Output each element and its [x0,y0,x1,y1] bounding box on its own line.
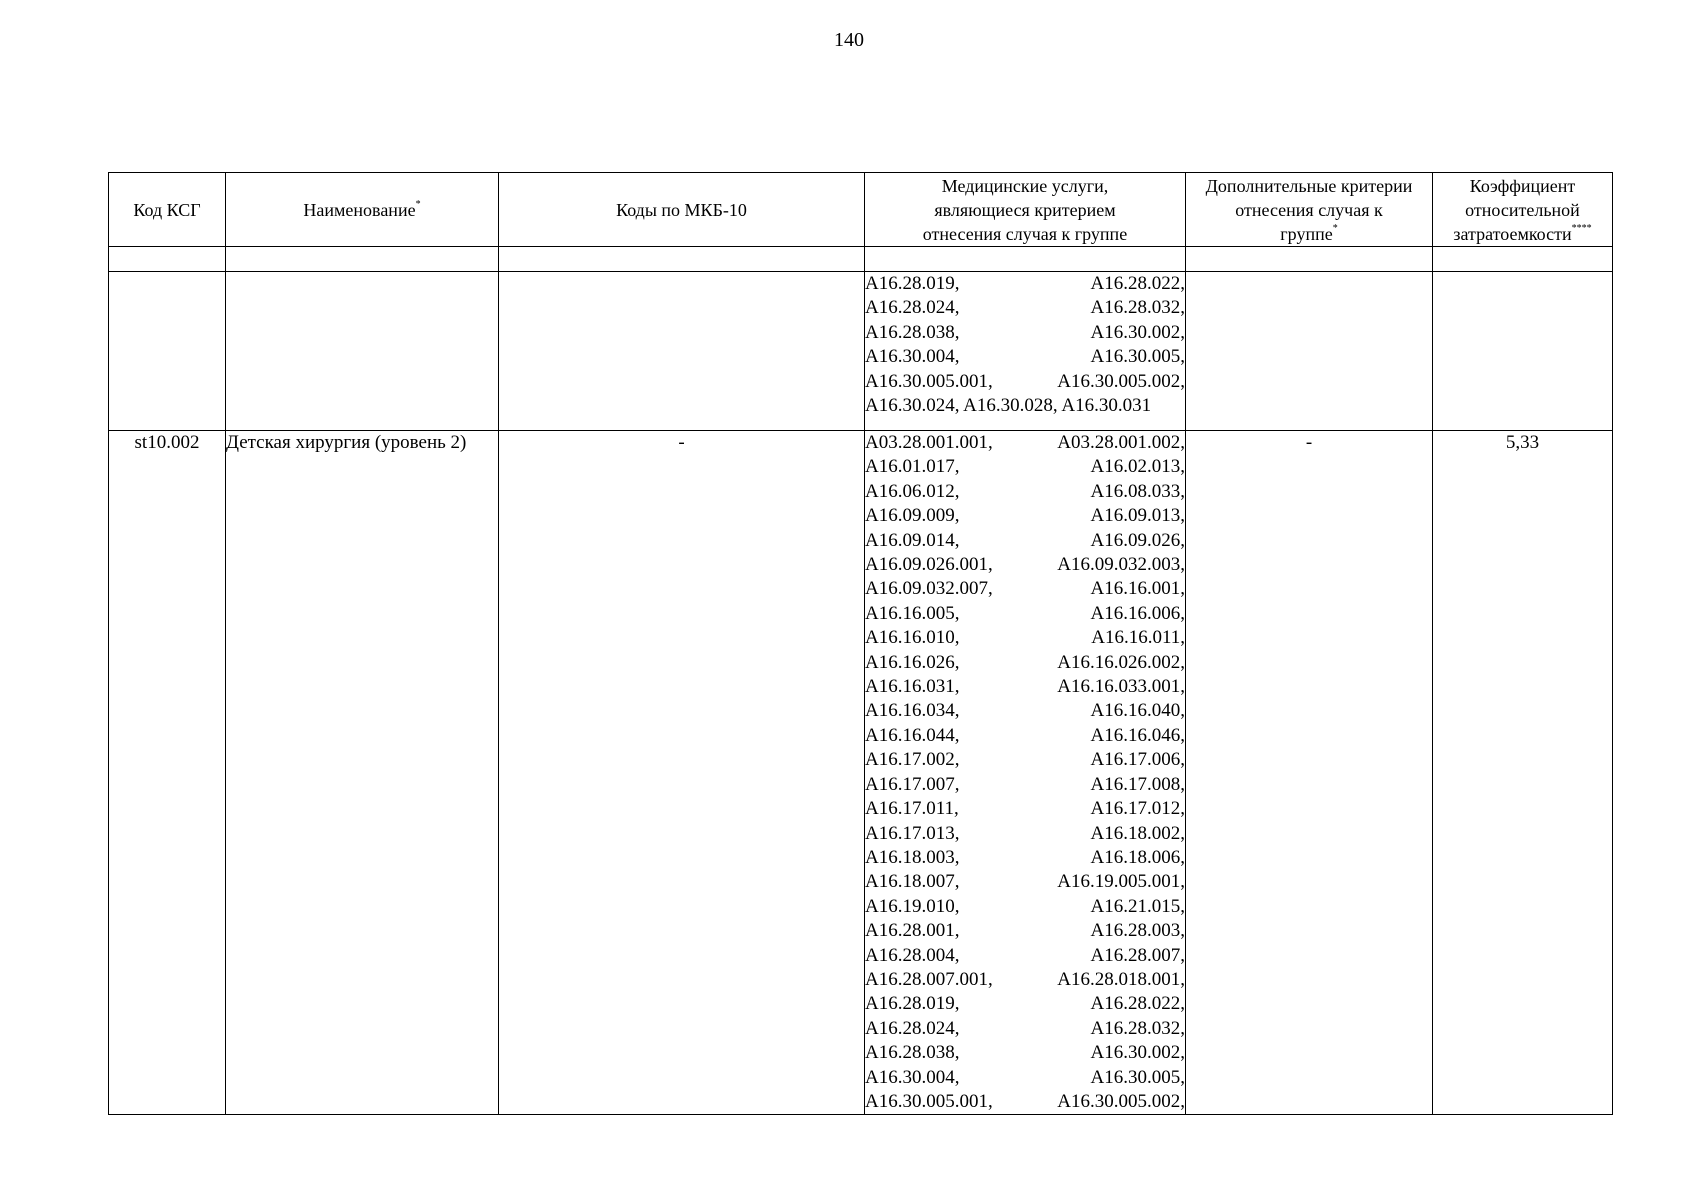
service-code-line [865,431,1185,455]
service-code-line [865,296,1185,320]
service-code: A16.06.012, [865,480,960,502]
service-code: A16.16.011, [1091,627,1185,649]
service-code: A16.09.026, [1090,529,1185,551]
service-code-line [865,553,1185,577]
service-code: A16.28.022, [1090,273,1185,294]
service-code: A16.28.038, [865,321,960,343]
service-code: A03.28.001.001, [865,432,993,453]
service-code-line [865,919,1185,943]
service-code: A16.18.007, [865,871,960,893]
cell-code [109,272,226,431]
service-code-line [865,1017,1185,1041]
service-code-line [865,870,1185,894]
service-code-line [865,724,1185,748]
cell-additional-criteria: - [1186,431,1433,1115]
header-coefficient: Коэффициент относительной затратоемкости**** [1433,173,1613,247]
header-coefficient-footnote-mark: **** [1571,222,1592,234]
service-code: A16.17.008, [1090,773,1185,795]
service-code-line [865,1066,1185,1090]
service-code: A16.16.026, [865,651,960,673]
service-code: A16.18.006, [1090,846,1185,868]
page-number: 140 [834,29,864,51]
service-code: A16.18.003, [865,846,960,868]
service-code: A16.09.013, [1090,505,1185,527]
service-code: A16.28.001, [865,920,960,942]
service-code: A16.28.038, [865,1042,960,1064]
service-code-line [865,626,1185,650]
cell-name [226,272,499,431]
service-code-line [865,895,1185,919]
service-code: A16.30.005.002, [1057,370,1185,392]
ksg-table [108,172,1613,1115]
service-code-line [865,1090,1185,1114]
service-code: A16.28.024, [865,1017,960,1039]
service-code: A16.28.019, [865,273,960,294]
service-code: A16.09.032.003, [1057,554,1185,576]
service-code-line [865,651,1185,675]
service-code-line [865,1041,1185,1065]
service-code: A16.19.005.001, [1057,871,1185,893]
cell-icd-codes [499,272,865,431]
service-code: A16.30.005.001, [865,370,993,392]
service-code: A16.09.026.001, [865,554,993,576]
service-code: A16.21.015, [1090,895,1185,917]
service-code: A16.17.012, [1090,798,1185,820]
service-code: A16.30.004, [865,346,960,368]
service-code: A16.09.032.007, [865,578,993,600]
table-spacer-row [109,247,1613,272]
service-code-line [865,699,1185,723]
service-code-line [865,529,1185,553]
service-code-line [865,480,1185,504]
service-code: A16.01.017, [865,456,960,478]
service-code: A16.30.002, [1090,1042,1185,1064]
service-code-line [865,602,1185,626]
header-code: Код КСГ [109,173,226,247]
header-name-footnote-mark: * [415,198,421,210]
service-code: A16.28.032, [1090,297,1185,319]
service-code: A16.30.024, A16.30.028, A16.30.031 [865,395,1152,417]
service-code: A16.17.007, [865,773,960,795]
header-additional-criteria: Дополнительные критерии отнесения случая к группе* [1186,173,1433,247]
service-code: A16.28.003, [1090,920,1185,942]
service-code: A16.16.006, [1090,602,1185,624]
cell-additional-criteria [1186,272,1433,431]
service-code-line [865,345,1185,369]
service-code: A16.30.004, [865,1066,960,1088]
service-code-line [865,455,1185,479]
service-code: A16.28.004, [865,944,960,966]
service-code-line [865,272,1185,296]
service-code-line [865,675,1185,699]
service-code: A16.19.010, [865,895,960,917]
service-code-line [865,822,1185,846]
service-code-line [865,748,1185,772]
service-code: A16.17.006, [1090,749,1185,771]
service-code: A16.16.044, [865,724,960,746]
header-name: Наименование* [226,173,499,247]
service-code: A16.28.007, [1090,944,1185,966]
service-code-line [865,504,1185,528]
header-criteria-footnote-mark: * [1332,222,1338,234]
service-code-line [865,846,1185,870]
service-code: A03.28.001.002, [1057,432,1185,453]
service-code: A16.09.009, [865,505,960,527]
service-code: A16.16.040, [1090,700,1185,722]
service-code: A16.16.010, [865,627,960,649]
service-code-line [865,321,1185,345]
service-code-line [865,773,1185,797]
cell-coefficient [1433,272,1613,431]
service-code: A16.28.024, [865,297,960,319]
service-code: A16.08.033, [1090,480,1185,502]
table-header-row [109,173,1613,247]
service-code: A16.09.014, [865,529,960,551]
service-code: A16.30.005.002, [1057,1090,1185,1112]
service-code: A16.16.001, [1090,578,1185,600]
service-code: A16.16.005, [865,602,960,624]
cell-name: Детская хирургия (уровень 2) [226,431,499,1115]
service-code: A16.30.002, [1090,321,1185,343]
table-row [109,431,1613,1115]
cell-code: st10.002 [109,431,226,1115]
cell-services [865,272,1186,431]
service-code: A16.28.022, [1090,993,1185,1015]
service-code-line [865,370,1185,394]
service-code: A16.16.031, [865,676,960,698]
service-code: A16.16.026.002, [1057,651,1185,673]
service-code-line [865,797,1185,821]
service-code: A16.28.032, [1090,1017,1185,1039]
service-code: A16.16.034, [865,700,960,722]
service-code: A16.28.019, [865,993,960,1015]
service-code-line [865,968,1185,992]
service-code: A16.17.002, [865,749,960,771]
service-code: A16.02.013, [1090,456,1185,478]
cell-icd-codes: - [499,431,865,1115]
service-code-line [865,992,1185,1016]
service-code-line [865,394,1185,418]
service-code: A16.16.033.001, [1057,676,1185,698]
service-code: A16.18.002, [1090,822,1185,844]
service-code: A16.30.005, [1090,346,1185,368]
service-code: A16.17.013, [865,822,960,844]
header-services: Медицинские услуги, являющиеся критерием отнесения случая к группе [865,173,1186,247]
service-code: A16.28.007.001, [865,968,993,990]
table-row [109,272,1613,431]
cell-coefficient: 5,33 [1433,431,1613,1115]
header-icd-codes: Коды по МКБ-10 [499,173,865,247]
service-code: A16.28.018.001, [1057,968,1185,990]
service-code: A16.16.046, [1090,724,1185,746]
service-code-line [865,577,1185,601]
service-code: A16.30.005.001, [865,1090,993,1112]
cell-services [865,431,1186,1115]
service-code: A16.17.011, [865,798,959,820]
service-code-line [865,944,1185,968]
service-code: A16.30.005, [1090,1066,1185,1088]
